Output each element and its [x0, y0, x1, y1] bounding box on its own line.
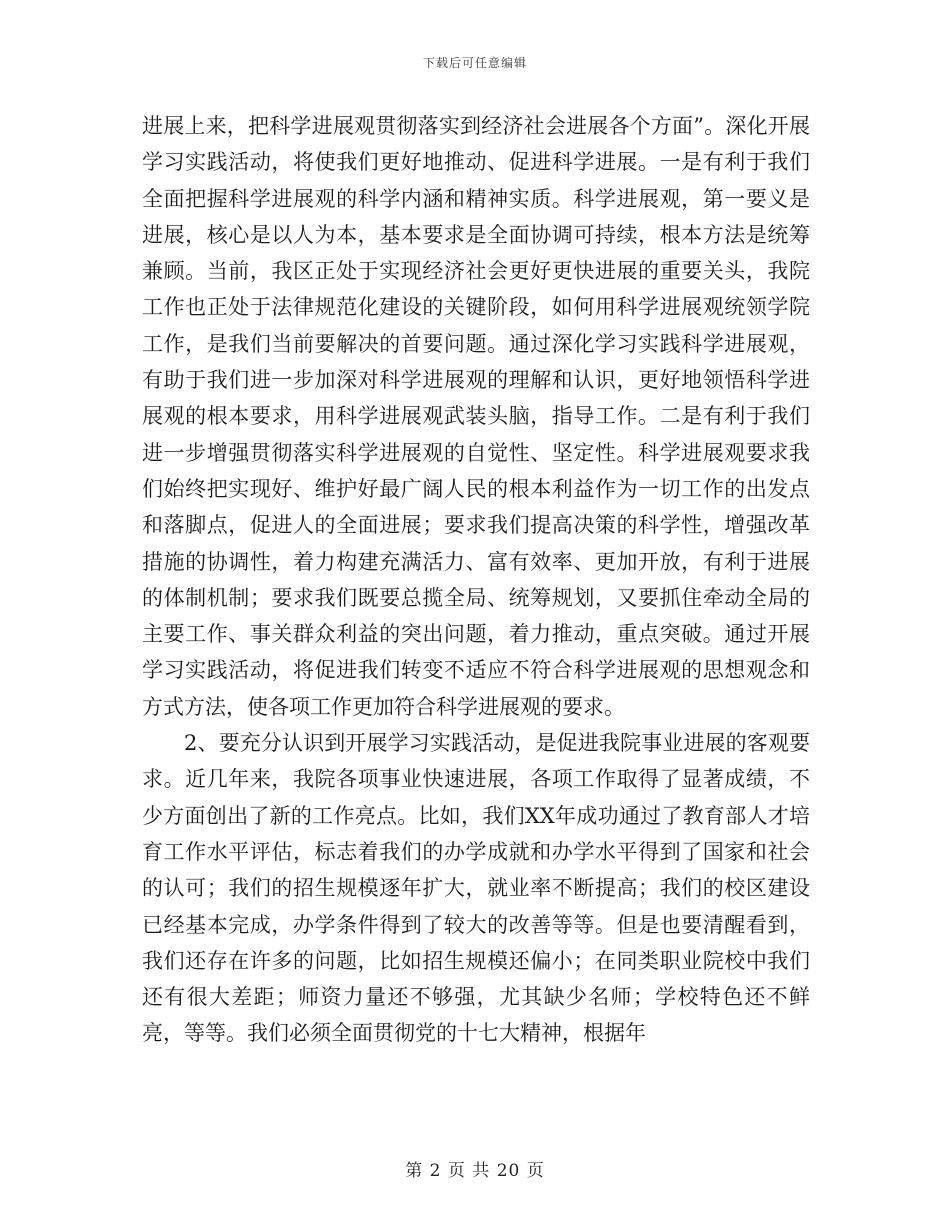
document-body: [142, 108, 810, 1052]
page-header: 下载后可任意编辑: [422, 56, 527, 70]
page-number: 第 2 页 共 20 页: [405, 1161, 545, 1181]
paragraph-1: 进展上来，把科学进展观贯彻落实到经济社会进展各个方面”。深化开展学习实践活动，将使我们更好地推动、促进科学进展。一是有利于我们全面把握科学进展观的科学内涵和精神实质。科学进展观，第一要义是进展，核心是以人为本，基本要求是全面协调可持续，根本方法是统筹兼顾。当前，我区正处于实现经济社会更好更快进展的重要关头，我院工作也正处于法律规范化建设的关键阶段，如何用科学进展观统领学院工作，是我们当前要解决的首要问题。通过深化学习实践科学进展观，有助于我们进一步加深对科学进展观的理解和认识，更好地领悟科学进展观的根本要求，用科学进展观武装头脑，指导工作。二是有利于我们进一步增强贯彻落实科学进展观的自觉性、坚定性。科学进展观要求我们始终把实现好、维护好最广阔人民的根本利益作为一切工作的出发点和落脚点，促进人的全面进展；要求我们提高决策的科学性，增强改革措施的协调性，着力构建充满活力、富有效率、更加开放，有利于进展的体制机制；要求我们既要总揽全局、统筹规划，又要抓住牵动全局的主要工作、事关群众利益的突出问题，着力推动，重点突破。通过开展学习实践活动，将促进我们转变不适应不符合科学进展观的思想观念和方式方法，使各项工作更加符合科学进展观的要求。: [142, 114, 810, 719]
paragraph-2: 2、要充分认识到开展学习实践活动，是促进我院事业进展的客观要求。近几年来，我院各项事业快速进展，各项工作取得了显著成绩，不少方面创出了新的工作亮点。比如，我们XX年成功通过了教育部人才培育工作水平评估，标志着我们的办学成就和办学水平得到了国家和社会的认可；我们的招生规模逐年扩大，就业率不断提高；我们的校区建设已经基本完成，办学条件得到了较大的改善等等。但是也要清醒看到，我们还存在许多的问题，比如招生规模还偏小；在同类职业院校中我们还有很大差距；师资力量还不够强，尤其缺少名师；学校特色还不鲜亮，等等。我们必须全面贯彻党的十七大精神，根据年: [142, 731, 810, 1046]
